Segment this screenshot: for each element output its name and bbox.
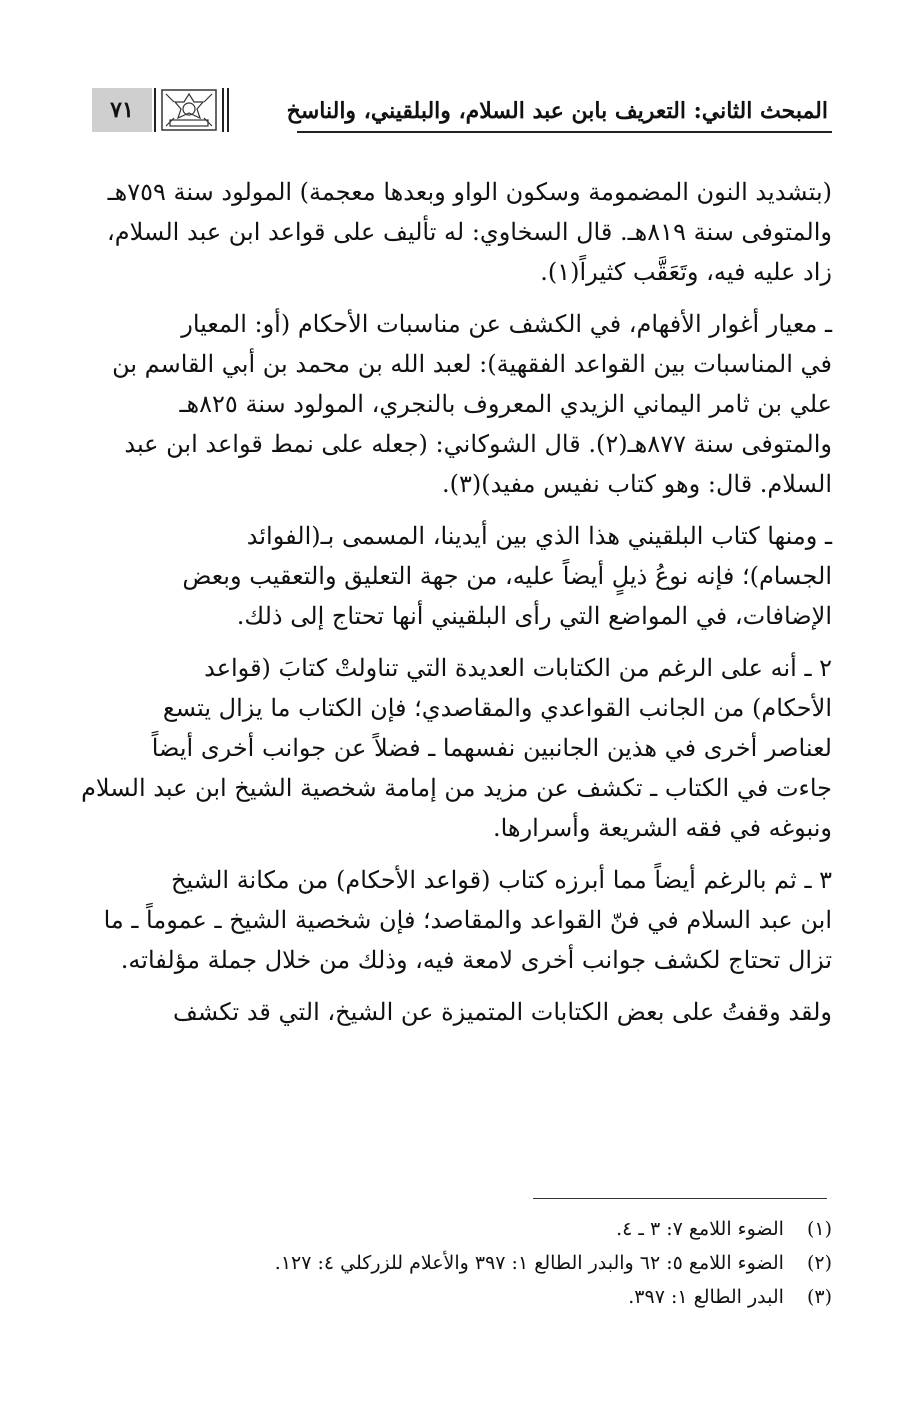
page-number: ٧١ [92,88,152,132]
footnote-number: (٢) [806,1252,832,1274]
text-line: الجسام)؛ فإنه نوعُ ذيلٍ أيضاً عليه، من جهة التعليق والتعقيب وبعض [182,562,832,590]
text-line: الأحكام) من الجانب القواعدي والمقاصدي؛ فإن الكتاب ما يزال يتسع [162,694,832,722]
text-line: زاد عليه فيه، وتَعَقَّب كثيراً(١). [540,258,832,286]
body-text [81,172,832,1044]
text-line: ابن عبد السلام في فنّ القواعد والمقاصد؛ فإن شخصية الشيخ ـ عموماً ـ ما [103,906,832,934]
text-line: لعناصر أخرى في هذين الجانبين نفسهما ـ فضلاً عن جوانب أخرى أيضاً [151,734,832,762]
footnote-text: الضوء اللامع ٥: ٦٢ والبدر الطالع ١: ٣٩٧ والأعلام للزركلي ٤: ١٢٧. [274,1252,784,1274]
footnote-text: الضوء اللامع ٧: ٣ ـ ٤. [616,1218,784,1240]
header-divider [227,88,229,132]
paragraph [92,304,832,504]
header-divider [222,88,224,132]
text-line: ـ ومنها كتاب البلقيني هذا الذي بين أيدينا، المسمى بـ(الفوائد [246,522,832,550]
paragraph [81,648,832,848]
footnote [92,1280,832,1314]
text-line: ٢ ـ أنه على الرغم من الكتابات العديدة التي تناولتْ كتابَ (قواعد [204,654,832,682]
paragraph [92,992,832,1032]
paragraph [92,172,832,292]
text-line: ونبوغه في فقه الشريعة وأسرارها. [492,814,832,842]
footnote [92,1212,832,1246]
header-divider [154,88,156,132]
footnote-number: (٣) [806,1286,832,1308]
text-line: السلام. قال: وهو كتاب نفيس مفيد)(٣). [442,470,832,498]
ornament-icon [158,88,220,132]
text-line: علي بن ثامر اليماني الزيدي المعروف بالنجري، المولود سنة ٨٢٥هـ [179,390,832,418]
paragraph [92,860,832,980]
running-header [92,88,832,136]
text-line: الإضافات، في المواضع التي رأى البلقيني أنها تحتاج إلى ذلك. [236,602,832,630]
text-line: ـ معيار أغوار الأفهام، في الكشف عن مناسبات الأحكام (أو: المعيار [181,310,832,338]
text-line: ولقد وقفتُ على بعض الكتابات المتميزة عن الشيخ، التي قد تكشف [173,998,832,1026]
header-rule [297,131,832,133]
footnote [92,1246,832,1280]
footnotes [92,1212,832,1314]
text-line: تزال تحتاج لكشف جوانب أخرى لامعة فيه، وذلك من خلال جملة مؤلفاته. [120,946,832,974]
text-line: والمتوفى سنة ٨٧٧هـ(٢). قال الشوكاني: (جعله على نمط قواعد ابن عبد [124,430,832,458]
paragraph [92,516,832,636]
text-line: (بتشديد النون المضمومة وسكون الواو وبعدها معجمة) المولود سنة ٧٥٩هـ [107,178,832,206]
header-title: المبحث الثاني: التعريف بابن عبد السلام، والبلقيني، والناسخ [286,98,828,124]
footnote-number: (١) [806,1218,832,1240]
footnote-separator [533,1198,827,1199]
footnote-text: البدر الطالع ١: ٣٩٧. [628,1286,784,1308]
text-line: ٣ ـ ثم بالرغم أيضاً مما أبرزه كتاب (قواعد الأحكام) من مكانة الشيخ [170,866,832,894]
text-line: جاءت في الكتاب ـ تكشف عن مزيد من إمامة شخصية الشيخ ابن عبد السلام [81,774,832,802]
text-line: والمتوفى سنة ٨١٩هـ. قال السخاوي: له تأليف على قواعد ابن عبد السلام، [107,218,832,246]
text-line: في المناسبات بين القواعد الفقهية): لعبد الله بن محمد بن أبي القاسم بن [112,350,832,378]
